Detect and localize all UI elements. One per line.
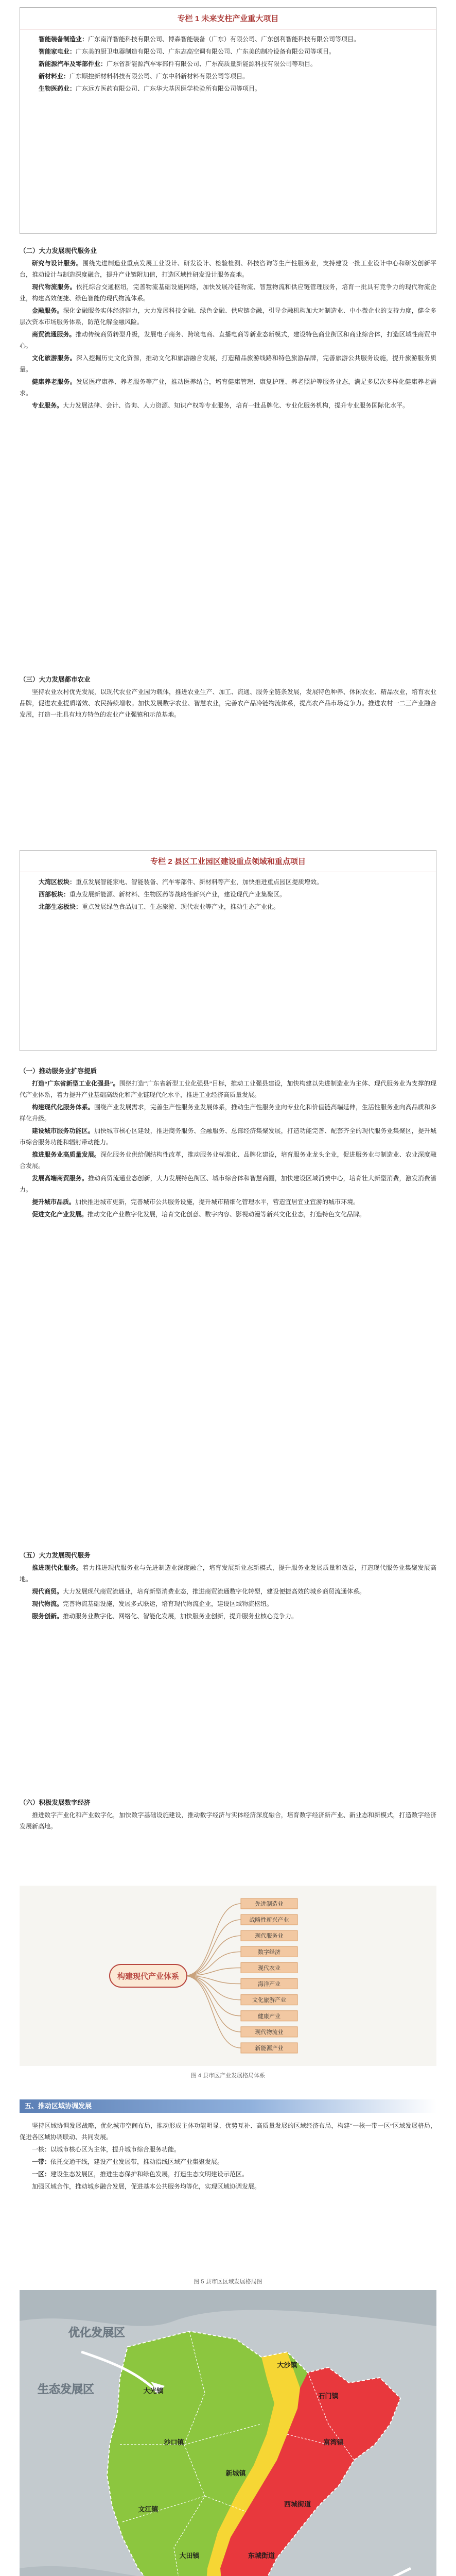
diagram-connector xyxy=(184,1976,241,2016)
section-paragraphs xyxy=(20,2120,436,2192)
map-town-label: 文江镇 xyxy=(138,2506,159,2514)
column-item xyxy=(26,876,430,888)
services-paragraph xyxy=(20,329,436,351)
paragraph-text: 完善物流基础设施，发展多式联运，培育现代物流企业，建设区域物流枢纽。 xyxy=(63,1600,273,1607)
paragraph-text: 加快城市核心区建设，推进商务服务、金融服务、总部经济集聚发展，打造功能完善、配套齐全的现代服务业集聚区，提升城市综合服务功能和辐射带动能力。 xyxy=(20,1127,436,1146)
paragraph-text: 深入挖掘历史文化资源，推动文化和旅游融合发展，打造精品旅游线路和特色旅游品牌，完善旅游公共服务设施，提升旅游服务质量。 xyxy=(20,354,436,373)
modern-services-paragraph xyxy=(20,1562,436,1585)
section-service-expansion xyxy=(20,1061,436,1221)
column-item-text: 广东省新能源汽车零部件有限公司、广东高质量新能源科技有限公司等项目。 xyxy=(107,60,317,67)
section-regional xyxy=(20,2120,436,2193)
column-item-lead: 新材料业： xyxy=(39,73,70,80)
services-paragraph xyxy=(20,305,436,328)
section-paragraphs xyxy=(20,1562,436,1622)
column-box-1-title: 专栏 1 未来支柱产业重大项目 xyxy=(20,8,436,29)
services-paragraph xyxy=(20,400,436,411)
diagram-node-label: 现代物流业 xyxy=(255,2028,284,2036)
paragraph-text: 坚持农业农村优先发展，以现代农业产业园为载体，推进农业生产、加工、流通、服务全链条发展，发展特色种养、休闲农业、精品农业，培育农业品牌，促进农业提质增效、农民持续增收。加快发展数字农业、智慧农业，完善农产品冷链物流体系，提高农产品市场竞争力。推进农村一二三产业融合发展，打造一批具有地方特色的农业产业强镇和示范基地。 xyxy=(20,688,436,718)
column-item-text: 广东顺控新材料科技有限公司、广东中科新材料有限公司等项目。 xyxy=(69,73,249,80)
diagram-connector xyxy=(184,1936,241,1976)
services-paragraph xyxy=(20,376,436,399)
column-item xyxy=(26,58,430,70)
paragraph-lead: 一区： xyxy=(32,2171,51,2178)
column-item xyxy=(26,71,430,82)
regional-map xyxy=(20,2290,436,2576)
paragraph-lead: 现代物流。 xyxy=(32,1600,63,1607)
diagram-node-label: 数字经济 xyxy=(258,1948,280,1956)
diagram-connector xyxy=(184,1976,241,2048)
paragraph-lead: 研究与设计服务。 xyxy=(32,260,83,267)
column-box-2 xyxy=(20,850,436,1051)
service-expansion-paragraph xyxy=(20,1101,436,1124)
paragraph-lead: 商贸流通服务。 xyxy=(32,331,76,338)
map-town-label: 大沙镇 xyxy=(277,2362,297,2369)
column-item-lead: 智能家电业： xyxy=(39,48,76,55)
service-expansion-paragraph xyxy=(20,1078,436,1100)
services-paragraph xyxy=(20,281,436,304)
section-digital-economy xyxy=(20,1793,436,1833)
paragraph-text: 一核：以城市核心区为主体，提升城市综合服务功能。 xyxy=(32,2146,181,2153)
regional-map-svg xyxy=(20,2290,436,2576)
paragraph-text: 加快推进城市更新，完善城市公共服务设施，提升城市精细化管理水平，营造宜居宜业宜游的城市环境。 xyxy=(75,1198,360,1206)
agriculture-paragraph xyxy=(20,686,436,720)
paragraph-text: 发展医疗康养、养老服务等产业，推动医养结合，培育健康管理、康复护理、养老照护等服务业态，满足多层次多样化健康养老需求。 xyxy=(20,378,436,397)
paragraph-text: 推动服务业数字化、网络化、智能化发展，加快服务业创新，提升服务业核心竞争力。 xyxy=(63,1613,298,1620)
service-expansion-paragraph xyxy=(20,1209,436,1220)
service-expansion-paragraph xyxy=(20,1196,436,1208)
paragraph-lead: 现代商贸。 xyxy=(32,1588,63,1595)
section-modern-services xyxy=(20,1546,436,1623)
paragraph-text: 围绕产业发展需求，完善生产性服务业发展体系，推动生产性服务业向专业化和价值链高端延伸，生活性服务业向高品质和多样化升级。 xyxy=(20,1104,436,1122)
column-item-lead: 西部板块： xyxy=(39,891,70,898)
paragraph-text: 加强区域合作，推动城乡融合发展，促进基本公共服务均等化，实现区域协调发展。 xyxy=(32,2183,261,2190)
column-item-lead: 新能源汽车及零部件业： xyxy=(39,60,107,67)
paragraph-lead: 文化旅游服务。 xyxy=(32,354,76,362)
diagram-center-label: 构建现代产业体系 xyxy=(117,1972,180,1981)
map-town-label: 新城镇 xyxy=(225,2470,246,2478)
paragraph-lead: 发展高端商贸服务。 xyxy=(32,1175,88,1182)
column-box-1-items xyxy=(26,33,430,94)
paragraph-lead: 现代物流服务。 xyxy=(32,283,76,291)
column-item xyxy=(26,901,430,912)
column-item-lead: 北部生态板块： xyxy=(39,903,82,910)
map-town-label: 石门镇 xyxy=(318,2393,339,2400)
diagram-node-label: 战略性新兴产业 xyxy=(249,1917,289,1924)
modern-services-paragraph xyxy=(20,1611,436,1622)
regional-paragraph xyxy=(20,2120,436,2143)
map-town-label: 沙口镇 xyxy=(164,2439,184,2447)
section-heading: （六）积极发展数字经济 xyxy=(20,1799,91,1806)
diagram-node-label: 新能源产业 xyxy=(255,2045,284,2052)
paragraph-text: 着力推进现代服务业与先进制造业深度融合，培育发展新业态新模式，提升服务业发展质量和效益，打造现代服务业集聚发展高地。 xyxy=(20,1564,436,1583)
diagram-node-label: 现代服务业 xyxy=(255,1933,284,1940)
paragraph-text: 深化服务业供给侧结构性改革，推动服务业标准化、品牌化建设，培育服务业龙头企业，促进服务业与制造业、农业深度融合发展。 xyxy=(20,1151,436,1170)
column-item-text: 广东美的厨卫电器制造有限公司、广东志高空调有限公司、广东美的制冷设备有限公司等项目。 xyxy=(76,48,336,55)
paragraph-lead: 一带： xyxy=(32,2158,51,2165)
section-paragraphs xyxy=(20,258,436,411)
paragraph-text: 深化金融服务实体经济能力，大力发展科技金融、绿色金融、供应链金融，引导金融机构加大对制造业、中小微企业的支持力度，健全多层次资本市场服务体系，防范化解金融风险。 xyxy=(20,307,436,326)
section-paragraphs xyxy=(20,1078,436,1220)
map-town-label: 东城街道 xyxy=(248,2552,275,2560)
diagram-node-label: 先进制造业 xyxy=(255,1901,284,1907)
paragraph-text: 推动传统商贸转型升级，发展电子商务、跨境电商、直播电商等新业态新模式，建设特色商业街区和商业综合体，打造区域性商贸中心。 xyxy=(20,331,436,349)
column-box-2-title: 专栏 2 县区工业园区建设重点领域和重点项目 xyxy=(20,851,436,872)
diagram-connector xyxy=(184,1976,241,2032)
paragraph-text: 建设生态发展区，推进生态保护和绿色发展，打造生态文明建设示范区。 xyxy=(50,2171,249,2178)
modern-services-paragraph xyxy=(20,1586,436,1597)
service-expansion-paragraph xyxy=(20,1149,436,1172)
regional-paragraph xyxy=(20,2168,436,2180)
regional-paragraph xyxy=(20,2144,436,2155)
diagram-node-label: 海洋产业 xyxy=(258,1980,280,1988)
paragraph-lead: 打造“广东省新型工业化强县”。 xyxy=(32,1080,119,1087)
paragraph-text: 大力发展法律、会计、咨询、人力资源、知识产权等专业服务，培育一批品牌化、专业化服务机构，提升专业服务国际化水平。 xyxy=(63,402,409,409)
industry-system-svg xyxy=(20,1886,436,2066)
column-item-lead: 生物医药业： xyxy=(39,85,76,92)
modern-services-paragraph xyxy=(20,1598,436,1609)
paragraph-text: 依托综合交通枢纽，完善物流基础设施网络，加快发展冷链物流、智慧物流和供应链管理服务，培育一批具有竞争力的现代物流企业，构建高效便捷、绿色智能的现代物流体系。 xyxy=(20,283,436,302)
diagram-caption: 图 4 县市区产业发展格局体系 xyxy=(190,2073,266,2079)
map-town-label: 大光镇 xyxy=(143,2387,164,2395)
map-zone-label: 优化发展区 xyxy=(68,2327,126,2340)
column-item xyxy=(26,889,430,900)
section-heading: （五）大力发展现代服务 xyxy=(20,1552,91,1559)
paragraph-text: 推动文化产业数字化发展，培育文化创意、数字内容、影视动漫等新兴文化业态，打造特色文化品牌。 xyxy=(87,1211,366,1218)
column-item xyxy=(26,46,430,57)
paragraph-text: 推进数字产业化和产业数字化，加快数字基础设施建设，推动数字经济与实体经济深度融合，培育数字经济新产业、新业态和新模式，打造数字经济发展新高地。 xyxy=(20,1811,436,1830)
paragraph-lead: 健康养老服务。 xyxy=(32,378,76,385)
paragraph-lead: 推进服务业高质量发展。 xyxy=(32,1151,101,1158)
regional-paragraph xyxy=(20,2156,436,2167)
section-paragraphs xyxy=(20,1809,436,1832)
section-agriculture xyxy=(20,670,436,721)
service-expansion-paragraph xyxy=(20,1173,436,1195)
map-town-label: 西城街道 xyxy=(284,2501,311,2509)
paragraph-text: 坚持区域协调发展战略，优化城市空间布局，推动形成主体功能明显、优势互补、高质量发展的区域经济布局，构建“一核一带一区”区域发展格局，促进各区域协调联动、共同发展。 xyxy=(20,2122,436,2141)
paragraph-text: 围绕先进制造业重点发展工业设计、研发设计、检验检测、科技咨询等生产性服务业，支持建设一批工业设计中心和研发创新平台，推动设计与制造深度融合，提升产业链附加值，打造区域性研发设计服务高地。 xyxy=(20,260,436,278)
section-paragraphs xyxy=(20,686,436,720)
paragraph-lead: 建设城市服务功能区。 xyxy=(32,1127,94,1134)
column-item-lead: 大湾区板块： xyxy=(39,878,76,886)
services-paragraph xyxy=(20,258,436,280)
service-expansion-paragraph xyxy=(20,1125,436,1148)
column-item-text: 广东南洋智能科技有限公司、博森智能装备（广东）有限公司、广东创利智能科技有限公司等项目。 xyxy=(88,36,360,43)
paragraph-text: 推动商贸流通业态创新，大力发展特色街区、城市综合体和智慧商圈，加快建设区域消费中心，培育壮大新型消费，激发消费潜力。 xyxy=(20,1175,436,1193)
map-zone-label: 生态发展区 xyxy=(37,2383,95,2396)
diagram-node-label: 文化旅游产业 xyxy=(252,1996,286,2004)
services-paragraph xyxy=(20,352,436,375)
paragraph-lead: 提升城市品质。 xyxy=(32,1198,76,1206)
diagram-connector xyxy=(184,1920,241,1976)
paragraph-text: 大力发展现代商贸流通业，培育新型消费业态，推进商贸流通数字化转型，建设便捷高效的城乡商贸流通体系。 xyxy=(63,1588,366,1595)
map-town-label: 大田镇 xyxy=(179,2552,200,2560)
column-item-text: 重点发展绿色食品加工、生态旅游、现代农业等产业，推动生态产业化。 xyxy=(82,903,280,910)
column-box-1 xyxy=(20,7,436,234)
map-town-label: 富湾镇 xyxy=(323,2439,344,2447)
paragraph-lead: 推进现代化服务。 xyxy=(32,1564,83,1571)
section-heading: （一）推动服务业扩容提质 xyxy=(20,1067,97,1075)
section-services xyxy=(20,241,436,412)
column-item-text: 重点发展智能家电、智能装备、汽车零部件、新材料等产业，加快推进重点园区提质增效。 xyxy=(76,878,323,886)
paragraph-lead: 金融服务。 xyxy=(32,307,63,314)
paragraph-text: 围绕打造“广东省新型工业化强县”目标，推动工业强县建设，加快构建以先进制造业为主体、现代服务业为支撑的现代产业体系，着力提升产业基础高级化和产业链现代化水平，推进工业经济高质量发展。 xyxy=(20,1080,436,1098)
column-item-text: 重点发展新能源、新材料、生物医药等战略性新兴产业，建设现代产业集聚区。 xyxy=(69,891,286,898)
column-item-lead: 智能装备制造业： xyxy=(39,36,89,43)
regional-paragraph xyxy=(20,2181,436,2192)
paragraph-lead: 专业服务。 xyxy=(32,402,63,409)
column-item-text: 广东远方医药有限公司、广东华大基因医学检验所有限公司等项目。 xyxy=(76,85,261,92)
column-item xyxy=(26,33,430,45)
section-heading: （二）大力发展现代服务业 xyxy=(20,247,97,255)
paragraph-text: 依托交通干线，建设产业发展带，推动沿线区域产业集聚发展。 xyxy=(50,2158,224,2165)
map-caption: 图 5 县市区区域发展格局图 xyxy=(194,2279,262,2285)
digital-economy-paragraph xyxy=(20,1809,436,1832)
diagram-node-label: 现代农业 xyxy=(258,1964,280,1972)
paragraph-lead: 构建现代化服务体系。 xyxy=(32,1104,94,1111)
column-box-2-items xyxy=(26,876,430,912)
diagram-connector xyxy=(184,1904,241,1976)
section-heading: （三）大力发展都市农业 xyxy=(20,676,91,683)
paragraph-lead: 服务创新。 xyxy=(32,1613,63,1620)
industry-system-diagram xyxy=(20,1886,436,2066)
section-bar xyxy=(20,2099,436,2113)
paragraph-lead: 促进文化产业发展。 xyxy=(32,1211,88,1218)
section-bar-title: 五、推动区域协调发展 xyxy=(25,2102,92,2110)
diagram-node-label: 健康产业 xyxy=(258,2012,280,2020)
column-item xyxy=(26,83,430,94)
